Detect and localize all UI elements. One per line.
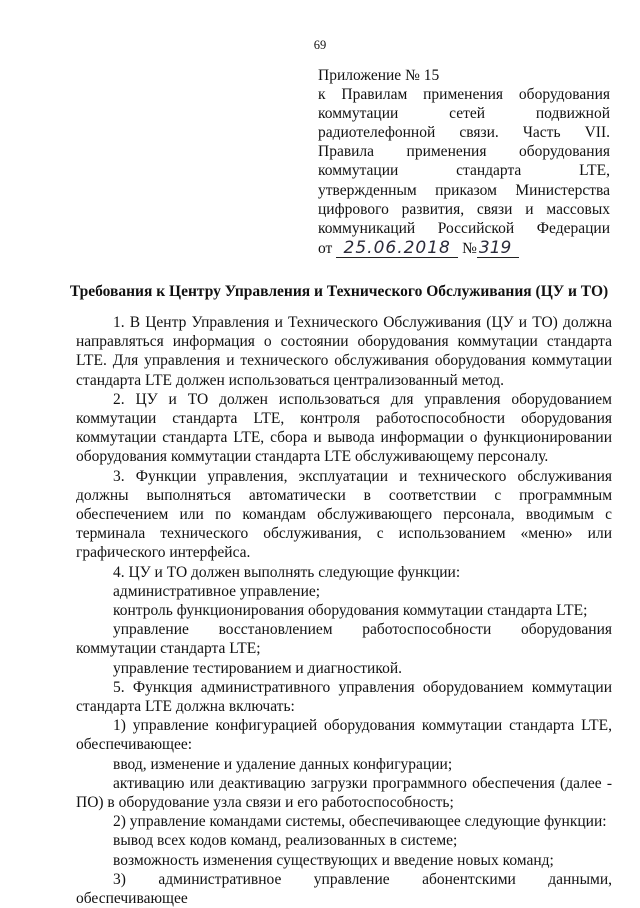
paragraph: 4. ЦУ и ТО должен выполнять следующие функции:: [113, 563, 461, 581]
list-item: возможность изменения существующих и введение новых команд;: [113, 851, 554, 869]
page-number: 69: [313, 38, 327, 52]
appendix-line: коммутации сетей подвижной: [318, 105, 610, 123]
order-date-line: [318, 239, 610, 258]
list-item: 2) управление командами системы, обеспечивающее следующие функции:: [113, 813, 607, 831]
date-prefix: от: [318, 239, 333, 257]
paragraph: 3. Функции управления, эксплуатации и технического обслуживания должны выполняться автоматически в соответствии с программным обеспечением или по командам обслуживающего персонала, вводимым с терминала технического обслуживания, с использованием «меню» или графического интерфейса.: [76, 467, 612, 562]
list-item: 3) административное управление абонентскими данными, обеспечивающее: [76, 870, 612, 908]
list-item: контроль функционирования оборудования коммутации стандарта LTE;: [113, 602, 588, 620]
list-item: 1) управление конфигурацией оборудования коммутации стандарта LTE, обеспечивающее:: [76, 717, 612, 754]
handwritten-order-number: 319: [477, 239, 519, 258]
paragraph: 5. Функция административного управления оборудованием коммутации стандарта LTE должна включать:: [76, 678, 612, 716]
appendix-line: коммуникаций Российской Федерации: [318, 219, 610, 237]
appendix-line: Правила применения оборудования: [318, 143, 610, 161]
appendix-line: радиотелефонной связи. Часть VII.: [318, 124, 610, 142]
appendix-line: утвержденным приказом Министерства: [318, 181, 610, 199]
appendix-line: цифрового развития, связи и массовых: [318, 200, 610, 218]
list-item: управление восстановлением работоспособности оборудования коммутации стандарта LTE;: [76, 621, 612, 658]
list-item: активацию или деактивацию загрузки программного обеспечения (далее - ПО) в оборудование узла связи и его работоспособность;: [76, 774, 612, 812]
paragraph: 2. ЦУ и ТО должен использоваться для управления оборудованием коммутации стандарта LTE, контроля работоспособности оборудования коммутации стандарта LTE, сбора и вывода информации о функционировании оборудования коммутации стандарта LTE обслуживающему персоналу.: [76, 390, 612, 466]
list-item: административное управление;: [113, 582, 321, 600]
list-item: вывод всех кодов команд, реализованных в системе;: [113, 832, 458, 850]
number-prefix: №: [462, 239, 477, 257]
list-item: управление тестированием и диагностикой.: [113, 659, 403, 677]
appendix-line: к Правилам применения оборудования: [318, 86, 610, 104]
appendix-line: коммутации стандарта LTE,: [318, 162, 610, 180]
document-title: Требования к Центру Управления и Технического Обслуживания (ЦУ и ТО): [69, 283, 609, 300]
document-body: [76, 313, 612, 908]
paragraph: 1. В Центр Управления и Технического Обслуживания (ЦУ и ТО) должна направляться информация о состоянии оборудования коммутации стандарта LTE. Для управления и технического обслуживания оборудования коммутации стандарта LTE должен использоваться централизованный метод.: [76, 314, 612, 389]
appendix-header: [318, 66, 610, 258]
list-item: ввод, изменение и удаление данных конфигурации;: [113, 755, 453, 773]
handwritten-date: 25.06.2018: [336, 239, 458, 258]
appendix-line: Приложение № 15: [318, 67, 440, 84]
